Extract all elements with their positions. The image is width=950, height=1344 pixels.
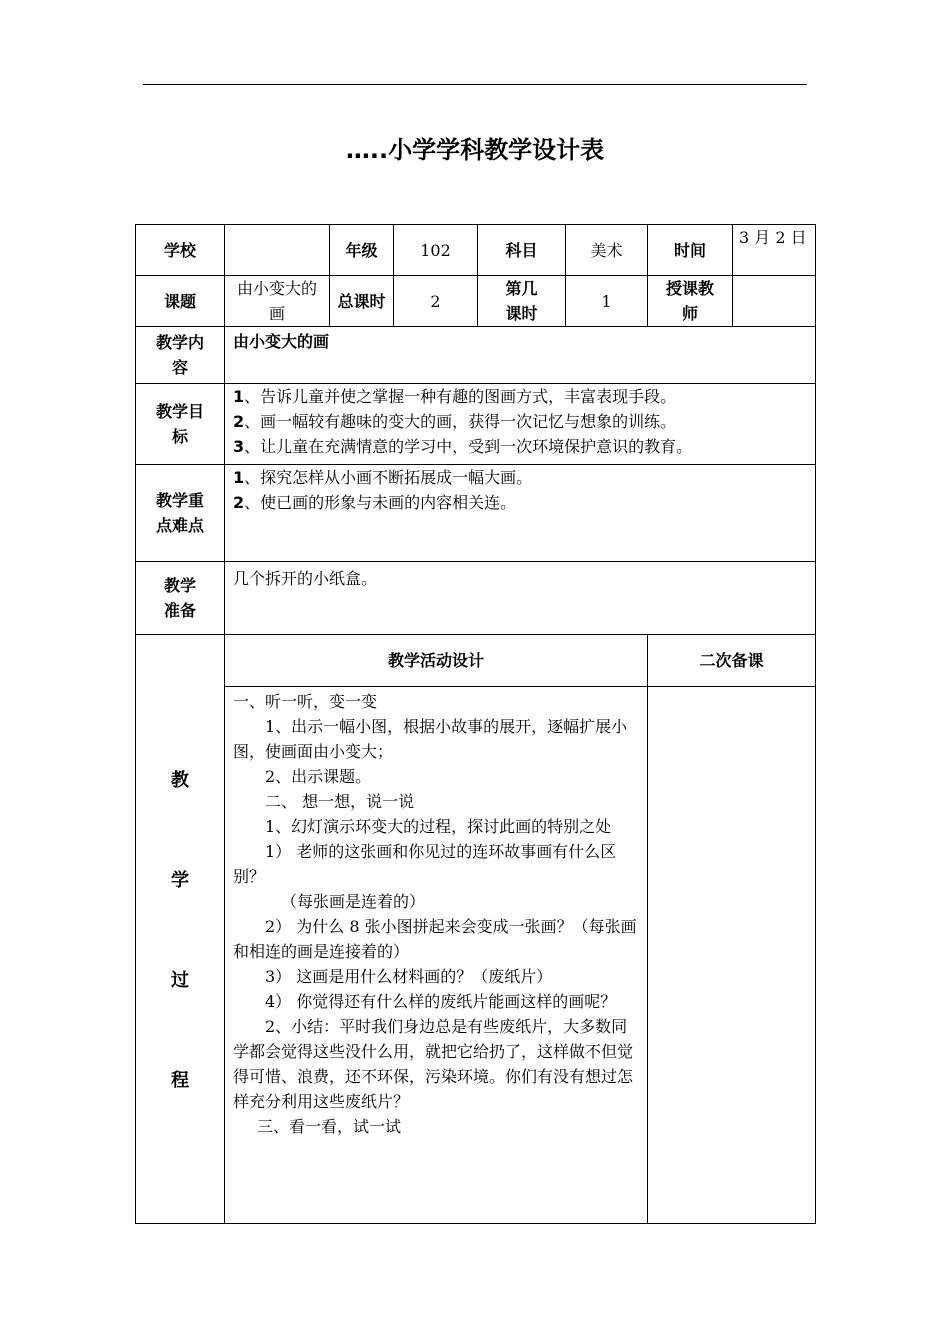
goals-row xyxy=(136,384,816,465)
header-row xyxy=(136,225,816,276)
time-label: 时间 xyxy=(648,225,733,276)
content-row xyxy=(136,327,816,384)
goal-item: 3、让儿童在充满情意的学习中，受到一次环境保护意识的教育。 xyxy=(233,437,693,456)
second-prep-header: 二次备课 xyxy=(648,635,816,687)
process-line: 2） 为什么 8 张小图拼起来会变成一张画？（每张画和相连的画是连接着的） xyxy=(233,917,637,961)
process-line: 1） 老师的这张画和你见过的连环故事画有什么区别？ xyxy=(233,842,617,886)
key-point-item: 1、探究怎样从小画不断拓展成一幅大画。 xyxy=(233,468,533,487)
key-point-item: 2、使已画的形象与未画的内容相关连。 xyxy=(233,493,517,512)
process-line: 三、看一看，试一试 xyxy=(257,1117,402,1136)
total-hours-value: 2 xyxy=(394,276,478,327)
activity-design-header: 教学活动设计 xyxy=(225,635,648,687)
lesson-number-value: 1 xyxy=(566,276,648,327)
topic-row xyxy=(136,276,816,327)
grade-label: 年级 xyxy=(330,225,394,276)
key-points-label: 教学重点难点 xyxy=(136,465,225,562)
teacher-value xyxy=(733,276,816,327)
page-title: …..小学学科教学设计表 xyxy=(345,136,605,164)
process-header-row xyxy=(136,635,816,687)
preparation-label: 教学准备 xyxy=(136,562,225,635)
process-line: 2、小结：平时我们身边总是有些废纸片，大多数同学都会觉得这些没什么用，就把它给扔了，这样做不但觉得可惜、浪费，还不环保，污染环境。你们有没有想过怎样充分利用这些废纸片？ xyxy=(233,1017,634,1111)
content-value: 由小变大的画 xyxy=(225,327,816,384)
time-value: 3 月 2 日 xyxy=(733,225,816,276)
total-hours-label: 总课时 xyxy=(330,276,394,327)
preparation-value: 几个拆开的小纸盒。 xyxy=(225,562,816,635)
goal-item: 2、画一幅较有趣味的变大的画，获得一次记忆与想象的训练。 xyxy=(233,412,677,431)
teacher-label: 授课教师 xyxy=(648,276,733,327)
process-line: 2、出示课题。 xyxy=(265,767,372,786)
process-line: 1、幻灯演示环变大的过程，探讨此画的特别之处 xyxy=(265,817,612,836)
school-value xyxy=(225,225,330,276)
process-line: 3） 这画是用什么材料画的？（废纸片） xyxy=(265,967,553,986)
subject-value: 美术 xyxy=(566,225,648,276)
content-label: 教学内容 xyxy=(136,327,225,384)
lesson-number-label: 第几课时 xyxy=(478,276,566,327)
process-line: 1、出示一幅小图，根据小故事的展开，逐幅扩展小图，使画面由小变大； xyxy=(233,717,628,761)
subject-label: 科目 xyxy=(478,225,566,276)
process-body-row xyxy=(136,687,816,1224)
activity-design-body xyxy=(225,687,648,1224)
goals-list xyxy=(225,384,816,465)
topic-value: 由小变大的画 xyxy=(225,276,330,327)
process-line: 二、 想一想，说一说 xyxy=(265,792,415,811)
goals-label: 教学目标 xyxy=(136,384,225,465)
process-line: （每张画是连着的） xyxy=(281,892,426,911)
topic-label: 课题 xyxy=(136,276,225,327)
goal-item: 1、告诉儿童并使之掌握一种有趣的图画方式，丰富表现手段。 xyxy=(233,387,677,406)
process-line: 4） 你觉得还有什么样的废纸片能画这样的画呢？ xyxy=(265,992,617,1011)
grade-value: 102 xyxy=(394,225,478,276)
lesson-plan-table xyxy=(135,224,816,1224)
process-line: 一、听一听，变一变 xyxy=(233,692,378,711)
header-rule xyxy=(143,84,807,85)
process-label: 教 学 过 程 xyxy=(136,635,225,1224)
key-points-row xyxy=(136,465,816,562)
second-prep-body xyxy=(648,687,816,1224)
preparation-row xyxy=(136,562,816,635)
key-points-list xyxy=(225,465,816,562)
school-label: 学校 xyxy=(136,225,225,276)
